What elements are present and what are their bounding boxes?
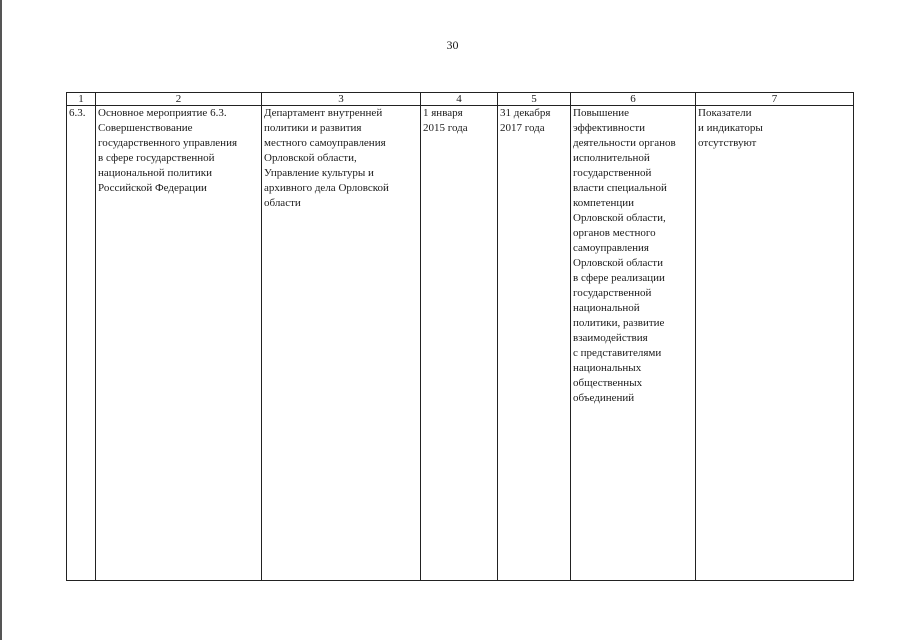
header-cell-1: 1	[67, 93, 96, 106]
header-cell-7: 7	[696, 93, 854, 106]
page-number: 30	[446, 38, 459, 52]
start-date-cell: 1 января 2015 года	[421, 106, 498, 581]
header-cell-4: 4	[421, 93, 498, 106]
table-header-row	[67, 93, 854, 106]
header-cell-2: 2	[96, 93, 262, 106]
end-date-cell: 31 декабря 2017 года	[498, 106, 571, 581]
header-cell-5: 5	[498, 93, 571, 106]
page-edge-line	[0, 0, 2, 640]
expected-result-cell: Повышение эффективности деятельности органов исполнительной государственной власти специальной компетенции Орловской области, органов местного самоуправления Орловской области в сфере реализации государственной национальной политики, развитие взаимодействия с представителями национальных общественных объединений	[571, 106, 696, 581]
row-number-cell: 6.3.	[67, 106, 96, 581]
executor-cell: Департамент внутренней политики и развития местного самоуправления Орловской области, Управление культуры и архивного дела Орловской области	[262, 106, 421, 581]
header-cell-6: 6	[571, 93, 696, 106]
table-row	[67, 106, 854, 581]
indicators-cell: Показатели и индикаторы отсутствуют	[696, 106, 854, 581]
activities-table	[66, 92, 854, 581]
header-cell-3: 3	[262, 93, 421, 106]
event-name-cell: Основное мероприятие 6.3. Совершенствование государственного управления в сфере государственной национальной политики Российской Федерации	[96, 106, 262, 581]
